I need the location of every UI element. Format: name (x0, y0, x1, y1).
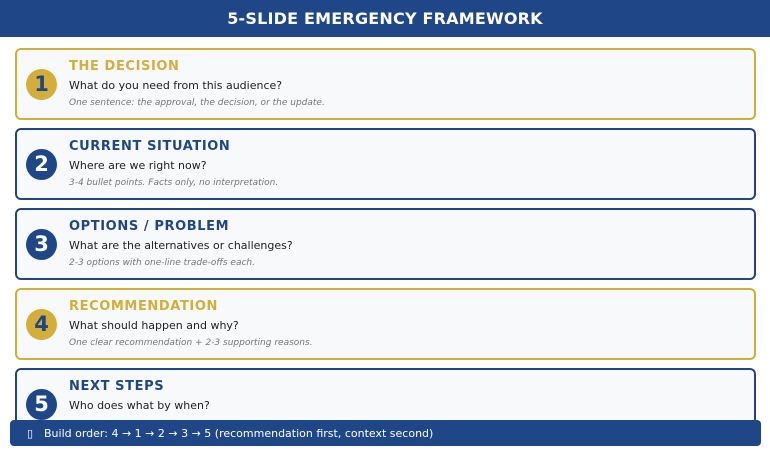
page-title-text: 5-SLIDE EMERGENCY FRAMEWORK (227, 9, 543, 28)
page-title (0, 0, 770, 37)
step-title: RECOMMENDATION (69, 299, 218, 314)
step-hint: 2-3 options with one-line trade-offs each. (69, 258, 255, 268)
step-question: Who does what by when? (69, 399, 210, 412)
step-card-current-situation (15, 128, 756, 200)
step-number-badge: 4 (26, 309, 57, 340)
step-number-badge: 1 (26, 69, 57, 100)
step-title: NEXT STEPS (69, 379, 165, 394)
step-card-options-problem (15, 208, 756, 280)
step-title: THE DECISION (69, 59, 180, 74)
step-card-recommendation (15, 288, 756, 360)
lightbulb-icon: ▯ (26, 426, 34, 440)
step-card-decision (15, 48, 756, 120)
step-question: What are the alternatives or challenges? (69, 239, 293, 252)
step-number-badge: 5 (26, 389, 57, 420)
step-number-badge: 3 (26, 229, 57, 260)
step-hint: 3-4 bullet points. Facts only, no interpretation. (69, 178, 279, 188)
build-order-banner (10, 420, 761, 446)
build-order-text: Build order: 4 → 1 → 2 → 3 → 5 (recommendation first, context second) (44, 426, 434, 440)
step-question: Where are we right now? (69, 159, 207, 172)
step-number-badge: 2 (26, 149, 57, 180)
step-title: CURRENT SITUATION (69, 139, 231, 154)
step-question: What should happen and why? (69, 319, 239, 332)
step-question: What do you need from this audience? (69, 79, 283, 92)
step-title: OPTIONS / PROBLEM (69, 219, 230, 234)
step-hint: One sentence: the approval, the decision, or the update. (69, 98, 325, 108)
step-hint: One clear recommendation + 2-3 supporting reasons. (69, 338, 313, 348)
